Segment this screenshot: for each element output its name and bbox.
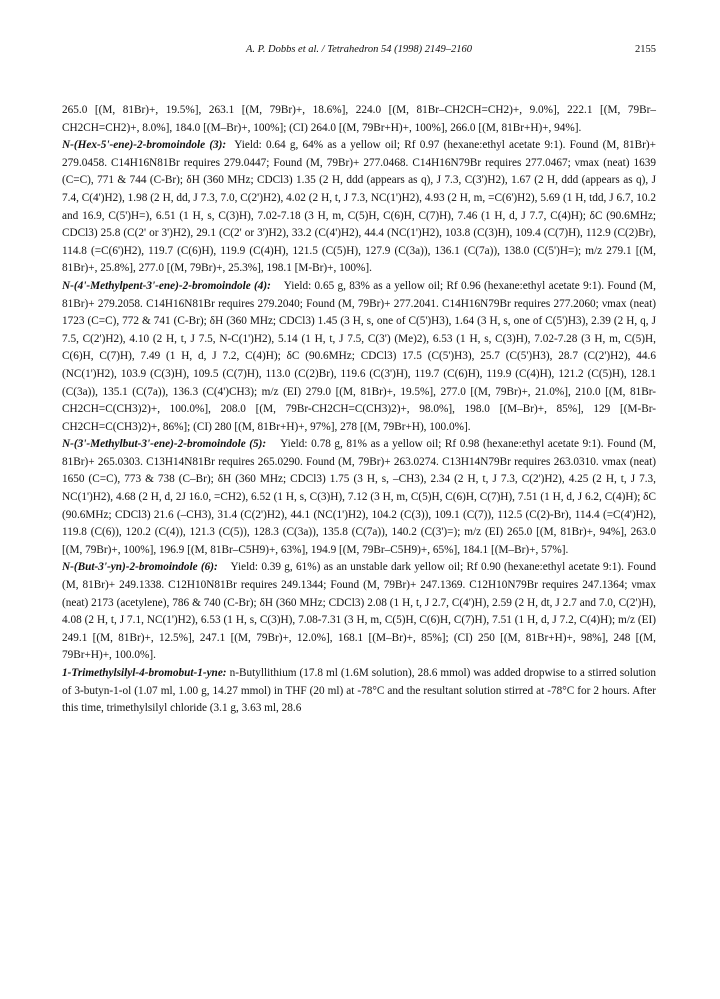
compound-heading: N-(Hex-5'-ene)-2-bromoindole (3):: [62, 139, 227, 152]
running-title: A. P. Dobbs et al. / Tetrahedron 54 (1998) 2149–2160: [246, 44, 472, 55]
paragraph-text: Yield: 0.78 g, 81% as a yellow oil; Rf 0.98 (hexane:ethyl acetate 9:1). Found (M, 81Br)+ 265.0303. C13H14N81Br requires 265.0290. Found (M, 79Br)+ 263.0274. C13H14N79Br requires 263.0310. νmax (neat) 1650 (C=C), 773 & 738 (C–Br); δH (360 MHz; CDCl3) 1.75 (3 H, s, –CH3), 2.34 (2 H, t, J 7.3, C(2')H2), 4.25 (2 H, t, J 7.3, NC(1')H2), 4.68 (2 H, d, 2J 16.0, =CH2), 6.52 (1 H, s, C(3)H), 7.12 (3 H, m, C(5)H, C(6)H, C(7)H), 7.51 (1 H, d, J 6.2, C(4)H); δC (90.6MHz; CDCl3) 21.6 (–CH3), 31.4 (C(2')H2), 44.1 (NC(1')H2), 104.2 (C(3)), 109.1 (C(7)), 112.5 (C(2)-Br), 114.4 (=C(4')H2), 119.8 (C(6)), 120.2 (C(4)), 121.3 (C(5)), 128.3 (C(3a)), 135.8 (C(7a)), 140.2 (C(3')=); m/z (EI) 265.0 [(M, 81Br)+, 94%], 263.0 [(M, 79Br)+, 100%], 196.9 [(M, 81Br–C5H9)+, 63%], 194.9 [(M, 79Br–C5H9)+, 65%], 184.1 [(M–Br)+, 57%].: [62, 438, 656, 556]
compound-heading: N-(4'-Methylpent-3'-ene)-2-bromoindole (4):: [62, 279, 271, 292]
body-text: [62, 102, 656, 718]
paragraph-compound-4: [62, 278, 656, 436]
paragraph-tms-bromobutyne: [62, 665, 656, 718]
paragraph-ms-continuation: [62, 102, 656, 137]
compound-heading: 1-Trimethylsilyl-4-bromobut-1-yne:: [62, 667, 227, 679]
page: [62, 44, 656, 718]
running-header: [62, 44, 656, 62]
paragraph-text: Yield: 0.64 g, 64% as a yellow oil; Rf 0.97 (hexane:ethyl acetate 9:1). Found (M, 81Br)+ 279.0458. C14H16N81Br requires 279.0447; Found (M, 79Br)+ 277.0468. C14H16N79Br requires 277.0467; νmax (neat) 1639 (C=C), 771 & 744 (C-Br); δH (360 MHz; CDCl3) 1.35 (2 H, ddd (appears as q), J 7.3, C(3')H2), 1.67 (2 H, ddd (appears as q), J 7.4, C(4')H2), 1.98 (2 H, dd, J 7.3, 7.0, C(2')H2), 4.02 (2 H, t, J 7.3, NC(1')H2), 4.93 (2 H, m, =C(6')H2), 5.69 (1 H, tdd, J 6.7, 10.2 and 16.9, C(5')H=), 6.51 (1 H, s, C(3)H), 7.02-7.18 (3 H, m, C(5)H, C(6)H, C(7)H), 7.46 (1 H, d, J 7.7, C(4)H); δC (90.6MHz; CDCl3) 25.8 (C(2' or 3')H2), 29.1 (C(2' or 3')H2), 33.2 (C(4')H2), 44.4 (NC(1')H2), 103.8 (C(3)H), 109.4 (C(7)H), 112.9 (C(2)Br), 114.8 (=C(6')H2), 119.7 (C(6)H), 119.9 (C(4)H), 121.5 (C(5)H), 127.9 (C(3a)), 136.1 (C(7a)), 138.0 (C(5')H=); m/z 279.1 [(M, 81Br)+, 25.8%], 277.0 [(M, 79Br)+, 25.3%], 198.1 [M-Br)+, 100%].: [62, 139, 656, 275]
paragraph-text: Yield: 0.65 g, 83% as a yellow oil; Rf 0.96 (hexane:ethyl acetate 9:1). Found (M, 81Br)+ 279.2058. C14H16N81Br requires 279.2040; Found (M, 79Br)+ 277.2041. C14H16N79Br requires 277.2060; νmax (neat) 1723 (C=C), 772 & 741 (C-Br); δH (360 MHz; CDCl3) 1.45 (3 H, s, one of C(5')H3), 1.64 (3 H, s, one of C(5')H3), 2.39 (2 H, q, J 7.5, C(2')H2), 4.10 (2 H, t, J 7.5, N-C(1')H2), 5.14 (1 H, t, J 7.5, C(3') (Me)2), 6.53 (1 H, s, C(3)H), 7.02-7.28 (3 H, m, C(5)H, C(6)H, C(7)H), 7.49 (1 H, d, J 7.2, C(4)H); δC (90.6MHz; CDCl3) 17.5 (C(5')H3), 25.7 (C(5')H3), 28.7 (C(2')H2), 44.6 (NC(1')H2), 103.9 (C(3)H), 109.5 (C(7)H), 113.0 (C(2)Br), 119.6 (C(3')H), 119.7 (C(6)H), 119.9 (C(4)H), 121.2 (C(5)H), 128.1 (C(3a)), 135.1 (C(7a)), 136.3 (C(4')CH3); m/z (EI) 279.0 [(M, 81Br)+, 19.5%], 277.0 [(M, 79Br)+, 21.0%], 210.0 [(M, 81Br-CH2CH=C(CH3)2)+, 100.0%], 208.0 [(M, 79Br-CH2CH=C(CH3)2)+, 98.0%], 198.0 [(M–Br)+, 85%], 129 [(M-Br-CH2CH=C(CH3)2)+, 86%]; (CI) 280 [(M, 81Br+H)+, 97%], 278 [(M, 79Br+H), 100.0%].: [62, 279, 656, 433]
compound-heading: N-(3'-Methylbut-3'-ene)-2-bromoindole (5):: [62, 438, 267, 451]
compound-heading: N-(But-3'-yn)-2-bromoindole (6):: [62, 561, 218, 574]
paragraph-text: Yield: 0.39 g, 61%) as an unstable dark yellow oil; Rf 0.90 (hexane:ethyl acetate 9:1). Found (M, 81Br)+ 249.1338. C12H10N81Br requires 249.1344; Found (M, 79Br)+ 247.1369. C12H10N79Br requires 247.1364; νmax (neat) 2173 (acetylene), 786 & 740 (C-Br); δH (360 MHz; CDCl3) 2.08 (1 H, t, J 2.7, C(4')H), 2.59 (2 H, dt, J 2.7 and 7.0, C(2')H), 4.08 (2 H, t, J 7.1, NC(1')H2), 6.53 (1 H, s, C(3)H), 7.08-7.31 (3 H, m, C(5)H, C(6)H, C(7)H), 7.51 (1 H, d, J 7.2, C(4)H); m/z (EI) 249.1 [(M, 81Br)+, 12.5%], 247.1 [(M, 79Br)+, 12.0%], 168.1 [(M–Br)+, 85%]; (CI) 250 [(M, 81Br+H)+, 98%], 248 [(M, 79Br+H)+, 100.0%].: [62, 561, 657, 662]
paragraph-text: 265.0 [(M, 81Br)+, 19.5%], 263.1 [(M, 79Br)+, 18.6%], 224.0 [(M, 81Br–CH2CH=CH2)+, 9.0%], 222.1 [(M, 79Br–CH2CH=CH2)+, 8.0%], 184.0 [(M–Br)+, 100%]; (CI) 264.0 [(M, 79Br+H)+, 100%], 266.0 [(M, 81Br+H)+, 94%].: [62, 104, 656, 134]
page-number: 2155: [635, 44, 656, 55]
paragraph-compound-3: [62, 137, 656, 278]
paragraph-compound-6: [62, 559, 656, 665]
paragraph-compound-5: [62, 436, 656, 559]
paragraph-text: n-Butyllithium (17.8 ml (1.6M solution), 28.6 mmol) was added dropwise to a stirred solution of 3-butyn-1-ol (1.07 ml, 1.00 g, 14.27 mmol) in THF (20 ml) at -78°C and the resultant solution stirred at -78°C for 2 hours. After this time, trimethylsilyl chloride (3.1 g, 3.63 ml, 28.6: [62, 667, 657, 715]
